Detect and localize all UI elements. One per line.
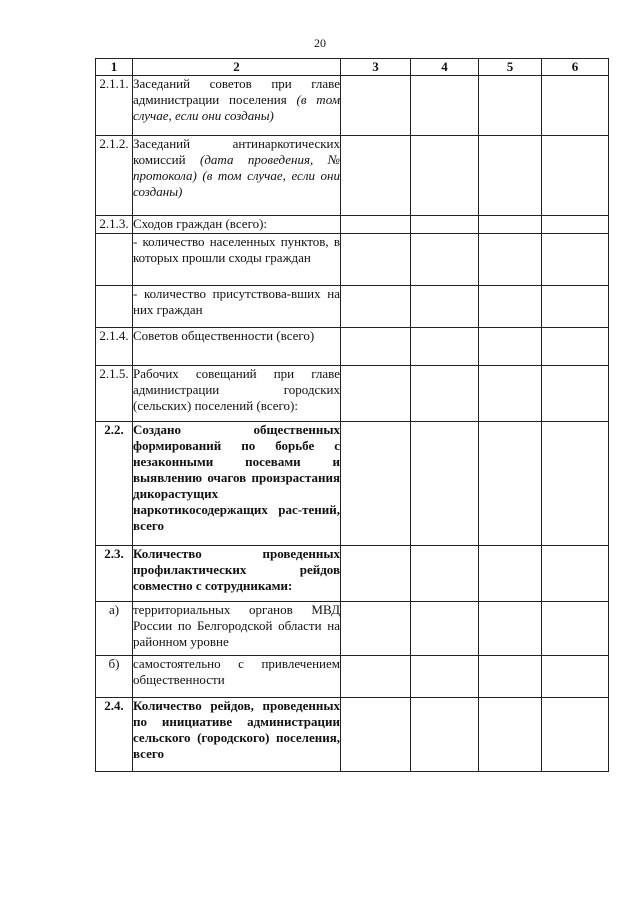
empty-cell: [411, 234, 479, 286]
table-row: [96, 76, 609, 136]
empty-cell: [542, 366, 609, 422]
empty-cell: [341, 216, 411, 234]
row-number: 2.1.5.: [96, 366, 133, 422]
empty-cell: [341, 422, 411, 546]
empty-cell: [341, 656, 411, 698]
row-number: а): [96, 602, 133, 656]
table-row: [96, 546, 609, 602]
empty-cell: [411, 656, 479, 698]
empty-cell: [341, 602, 411, 656]
header-col-6: 6: [542, 59, 609, 76]
empty-cell: [341, 546, 411, 602]
empty-cell: [411, 328, 479, 366]
empty-cell: [542, 698, 609, 772]
table-row: [96, 422, 609, 546]
row-label: самостоятельно с привлечением общественности: [133, 656, 341, 698]
empty-cell: [411, 216, 479, 234]
table-row: [96, 366, 609, 422]
row-number: [96, 234, 133, 286]
row-number: 2.1.3.: [96, 216, 133, 234]
empty-cell: [542, 602, 609, 656]
row-label: - количество присутствова-вших на них граждан: [133, 286, 341, 328]
header-row: [96, 59, 609, 76]
empty-cell: [411, 366, 479, 422]
table-row: [96, 656, 609, 698]
empty-cell: [411, 422, 479, 546]
row-number: 2.3.: [96, 546, 133, 602]
empty-cell: [542, 76, 609, 136]
empty-cell: [542, 422, 609, 546]
header-col-2: 2: [133, 59, 341, 76]
page-number: 20: [314, 36, 326, 50]
empty-cell: [341, 234, 411, 286]
table-row: [96, 602, 609, 656]
row-italic-note: (дата проведения, № протокола) (в том случае, если они созданы): [133, 152, 340, 199]
empty-cell: [411, 286, 479, 328]
row-text: Заседаний советов при главе администрации поселения: [133, 76, 340, 107]
empty-cell: [341, 136, 411, 216]
empty-cell: [479, 234, 542, 286]
table-row: [96, 328, 609, 366]
row-label: Сходов граждан (всего):: [133, 216, 341, 234]
row-label: [133, 136, 341, 216]
row-number: б): [96, 656, 133, 698]
table-row: [96, 136, 609, 216]
empty-cell: [542, 136, 609, 216]
empty-cell: [479, 602, 542, 656]
empty-cell: [411, 76, 479, 136]
empty-cell: [341, 366, 411, 422]
empty-cell: [479, 216, 542, 234]
table-row: [96, 216, 609, 234]
table-row: [96, 286, 609, 328]
header-col-5: 5: [479, 59, 542, 76]
empty-cell: [341, 328, 411, 366]
header-col-3: 3: [341, 59, 411, 76]
empty-cell: [411, 698, 479, 772]
row-label: Создано общественных формирований по борьбе с незаконными посевами и выявлению очагов произрастания дикорастущих наркотикосодержащих рас-тений, всего: [133, 422, 341, 546]
empty-cell: [341, 76, 411, 136]
empty-cell: [479, 698, 542, 772]
empty-cell: [542, 216, 609, 234]
empty-cell: [411, 546, 479, 602]
header-col-1: 1: [96, 59, 133, 76]
row-label: Рабочих совещаний при главе администрации городских (сельских) поселений (всего):: [133, 366, 341, 422]
report-table: [95, 58, 609, 772]
row-number: 2.1.2.: [96, 136, 133, 216]
empty-cell: [542, 234, 609, 286]
row-label: - количество населенных пунктов, в которых прошли сходы граждан: [133, 234, 341, 286]
empty-cell: [479, 136, 542, 216]
row-text: Заседаний антинаркотических комиссий: [133, 136, 340, 167]
row-label: Количество проведенных профилактических рейдов совместно с сотрудниками:: [133, 546, 341, 602]
empty-cell: [542, 656, 609, 698]
empty-cell: [542, 286, 609, 328]
row-label: территориальных органов МВД России по Белгородской области на районном уровне: [133, 602, 341, 656]
empty-cell: [542, 328, 609, 366]
row-number: 2.1.4.: [96, 328, 133, 366]
empty-cell: [479, 546, 542, 602]
header-col-4: 4: [411, 59, 479, 76]
empty-cell: [341, 698, 411, 772]
row-italic-note: (в том случае, если они созданы): [133, 92, 340, 123]
empty-cell: [341, 286, 411, 328]
empty-cell: [479, 286, 542, 328]
row-number: 2.1.1.: [96, 76, 133, 136]
empty-cell: [542, 546, 609, 602]
table-row: [96, 698, 609, 772]
empty-cell: [479, 422, 542, 546]
empty-cell: [479, 328, 542, 366]
empty-cell: [411, 136, 479, 216]
row-label: Количество рейдов, проведенных по инициативе администрации сельского (городского) поселения, всего: [133, 698, 341, 772]
empty-cell: [411, 602, 479, 656]
row-number: [96, 286, 133, 328]
row-label: [133, 76, 341, 136]
empty-cell: [479, 366, 542, 422]
empty-cell: [479, 76, 542, 136]
row-number: 2.2.: [96, 422, 133, 546]
row-label: Советов общественности (всего): [133, 328, 341, 366]
row-number: 2.4.: [96, 698, 133, 772]
table-row: [96, 234, 609, 286]
empty-cell: [479, 656, 542, 698]
